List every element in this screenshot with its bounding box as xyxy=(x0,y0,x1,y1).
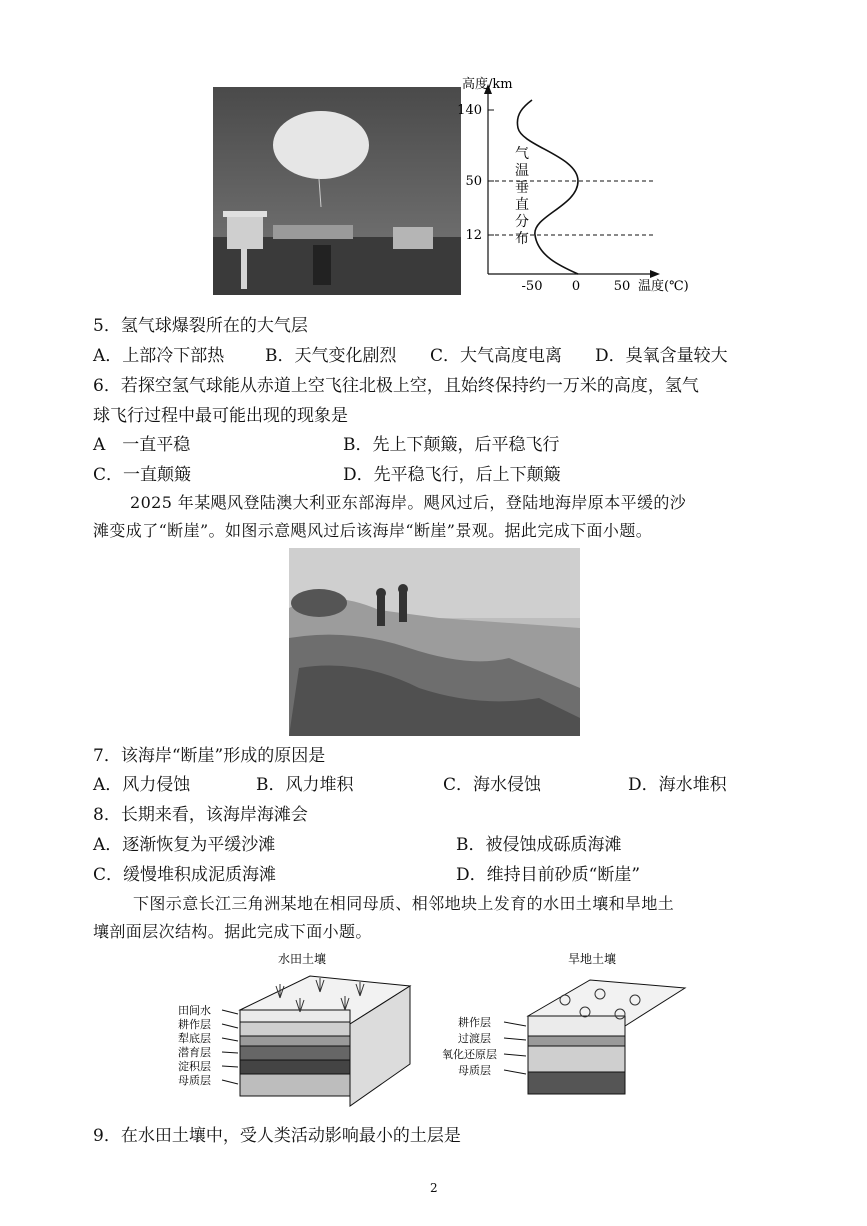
q6-option-d[interactable]: D．先平稳飞行，后上下颠簸 xyxy=(343,465,561,485)
q5-option-c[interactable]: C．大气高度电离 xyxy=(430,346,563,366)
y-tick-12: 12 xyxy=(465,228,482,243)
dry-layer-label: 耕作层 xyxy=(458,1016,491,1029)
paddy-layer-label: 潜育层 xyxy=(178,1046,211,1059)
dry-layer-label: 氧化还原层 xyxy=(442,1048,497,1061)
dry-soil-block xyxy=(528,980,685,1094)
q8-option-d[interactable]: D．维持目前砂质“断崖” xyxy=(456,865,641,885)
x-axis-label: 温度(℃) xyxy=(638,279,689,294)
q9-stem: 9．在水田土壤中，受人类活动影响最小的土层是 xyxy=(93,1126,461,1146)
soil-intro-line2: 壤剖面层次结构。据此完成下面小题。 xyxy=(93,922,372,941)
q6-stem-line2: 球飞行过程中最可能出现的现象是 xyxy=(93,406,348,426)
dry-layer-label: 母质层 xyxy=(458,1064,491,1077)
coast-cliff-photo xyxy=(289,548,580,736)
q7-option-c[interactable]: C．海水侵蚀 xyxy=(443,775,542,795)
x-axis-arrow xyxy=(650,270,660,278)
paddy-layer-label: 犁底层 xyxy=(178,1032,211,1045)
y-tick-50: 50 xyxy=(465,174,482,189)
paddy-layer-label: 母质层 xyxy=(178,1074,211,1087)
q8-option-c[interactable]: C．缓慢堆积成泥质海滩 xyxy=(93,865,277,885)
temperature-vertical-chart xyxy=(457,76,700,296)
curve-label-char: 温 xyxy=(515,163,529,179)
q8-stem: 8．长期来看，该海岸海滩会 xyxy=(93,805,308,825)
soil-profile-figure xyxy=(170,948,670,1113)
y-tick-140: 140 xyxy=(457,103,482,118)
paddy-layer-label: 田间水 xyxy=(178,1004,211,1017)
typhoon-intro-line1: 2025 年某飓风登陆澳大利亚东部海岸。飓风过后，登陆地海岸原本平缓的沙 xyxy=(130,493,687,512)
paddy-soil-block xyxy=(240,976,410,1106)
dry-layer-label: 过渡层 xyxy=(458,1032,491,1045)
balloon-photo xyxy=(213,87,461,295)
q7-option-b[interactable]: B．风力堆积 xyxy=(256,775,354,795)
q6-option-a[interactable]: A 一直平稳 xyxy=(93,435,191,455)
curve-label-char: 布 xyxy=(515,231,529,247)
x-tick-minus50: -50 xyxy=(521,279,543,294)
typhoon-intro-line2: 滩变成了“断崖”。如图示意飓风过后该海岸“断崖”景观。据此完成下面小题。 xyxy=(93,521,653,540)
q6-stem-line1: 6．若探空氢气球能从赤道上空飞往北极上空，且始终保持约一万米的高度，氢气 xyxy=(93,376,699,396)
x-tick-0: 0 xyxy=(571,279,581,294)
q6-option-c[interactable]: C．一直颠簸 xyxy=(93,465,192,485)
q6-option-b[interactable]: B．先上下颠簸，后平稳飞行 xyxy=(343,435,560,455)
curve-label-char: 分 xyxy=(515,214,529,230)
q7-stem: 7．该海岸“断崖”形成的原因是 xyxy=(93,746,326,766)
paddy-soil-title: 水田土壤 xyxy=(278,952,327,966)
q5-option-d[interactable]: D．臭氧含量较大 xyxy=(595,346,728,366)
q5-stem: 5．氢气球爆裂所在的大气层 xyxy=(93,316,308,336)
y-axis-label: 高度/km xyxy=(462,77,513,92)
paddy-layer-label: 淀积层 xyxy=(178,1060,211,1073)
dry-soil-title: 旱地土壤 xyxy=(568,952,617,966)
q7-option-d[interactable]: D．海水堆积 xyxy=(628,775,727,795)
x-tick-50: 50 xyxy=(613,279,631,294)
q8-option-b[interactable]: B．被侵蚀成砾质海滩 xyxy=(456,835,622,855)
soil-intro-line1: 下图示意长江三角洲某地在相同母质、相邻地块上发育的水田土壤和旱地土 xyxy=(133,894,675,913)
paddy-layer-label: 耕作层 xyxy=(178,1018,211,1031)
q8-option-a[interactable]: A．逐渐恢复为平缓沙滩 xyxy=(93,835,276,855)
page-number: 2 xyxy=(430,1181,438,1195)
q5-option-b[interactable]: B．天气变化剧烈 xyxy=(265,346,397,366)
q5-option-a[interactable]: A．上部冷下部热 xyxy=(93,346,225,366)
curve-label-char: 直 xyxy=(515,197,529,213)
curve-label-char: 气 xyxy=(515,146,529,162)
q7-option-a[interactable]: A．风力侵蚀 xyxy=(93,775,191,795)
curve-label-char: 垂 xyxy=(515,180,529,196)
